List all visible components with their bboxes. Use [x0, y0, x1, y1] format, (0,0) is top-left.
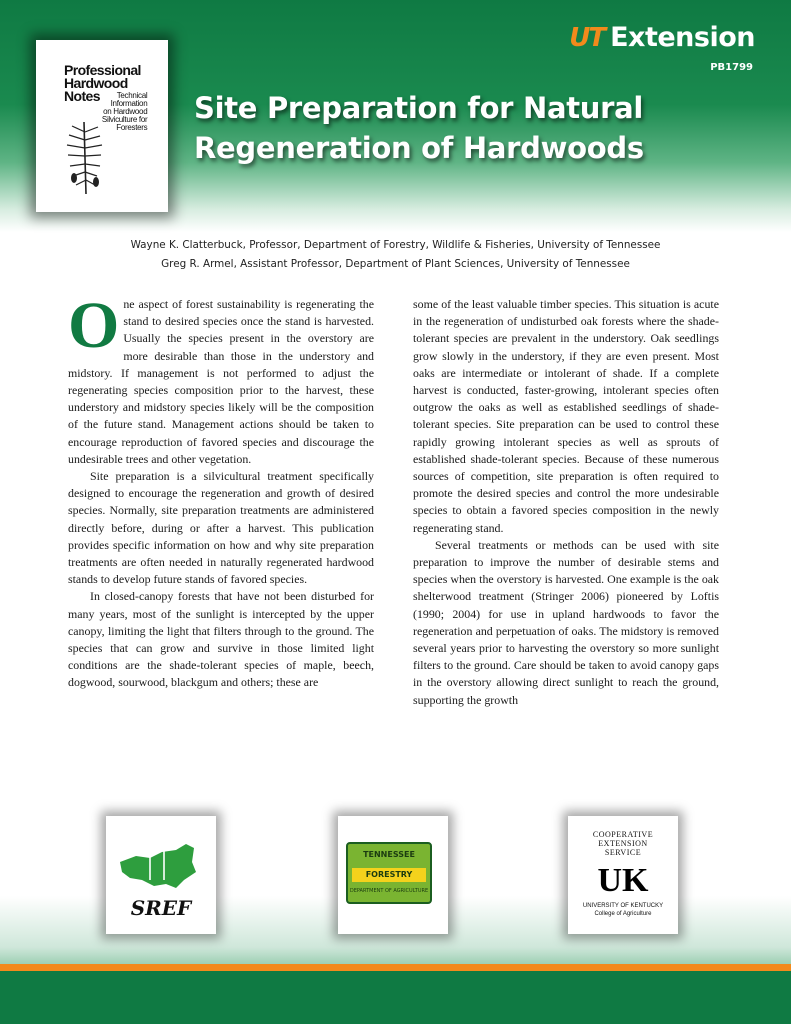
ut-logo-mark: UT	[569, 22, 605, 53]
footer-orange-stripe	[0, 964, 791, 971]
body-column-left	[68, 289, 374, 692]
uk-wordmark: UK	[597, 862, 649, 899]
series-title-line3: Notes	[64, 88, 100, 104]
author-line: Greg R. Armel, Assistant Professor, Department of Plant Sciences, University of Tennessee	[161, 258, 630, 270]
professional-hardwood-notes-logo	[36, 40, 168, 212]
body-column-right	[413, 296, 719, 709]
publication-code: PB1799	[710, 62, 753, 73]
page-title: Site Preparation for Natural Regeneration of Hardwoods	[194, 91, 644, 165]
series-title-line2: Hardwood	[64, 75, 128, 91]
body-paragraph: One aspect of forest sustainability is regenerating the stand to desired species once the stand is harvested. Usually the species present in the overstory are more desirable than those in the understory and midstory. If management is not performed to adjust the regenerating species composition prior to the harvest, these understory and midstory species likely will be the composition of the future stand. Management actions should be taken to encourage reproduction of favored species and discourage the undesirable trees and other vegetation.	[68, 289, 374, 466]
body-paragraph: Site preparation is a silvicultural treatment specifically designed to encourage the regeneration and growth of desired species. Normally, site preparation treatments are administered directly before, during or after a harvest. This publication provides specific information on how and why site preparation treatments are often needed in naturally regenerated hardwood stands to develop future stands of favored species.	[68, 469, 374, 587]
body-paragraph: In closed-canopy forests that have not been disturbed for many years, most of the sunlight is intercepted by the upper canopy, limiting the light that filters through to the ground. The species that can grow and survive in those limited light conditions are the shade-tolerant species of maple, beech, dogwood, sourwood, blackgum and others; these are	[68, 589, 374, 690]
sref-logo	[106, 816, 216, 934]
series-subtitle: Technical Information on Hardwood Silviculture for Foresters	[101, 91, 148, 132]
uk-service-label: COOPERATIVE EXTENSION SERVICE	[592, 830, 654, 857]
drop-cap: O	[68, 289, 120, 362]
tennessee-forestry-badge: TENNESSEE FORESTRY DEPARTMENT OF AGRICULTURE	[346, 842, 432, 904]
extension-wordmark: Extension	[610, 22, 755, 53]
author-line: Wayne K. Clatterbuck, Professor, Department of Forestry, Wildlife & Fisheries, University of Tennessee	[130, 239, 661, 251]
footer-green-strip	[0, 971, 791, 1024]
hemlock-branch-icon	[64, 118, 104, 198]
tennessee-forestry-logo	[338, 816, 448, 934]
southern-states-map-icon	[106, 822, 216, 902]
body-paragraph: some of the least valuable timber species. This situation is acute in the regeneration of undisturbed oak forests where the shade-tolerant species are prevalent in the understory. Oak seedlings grow slowly in the understory, if they are even present. Most oaks are intermediate or intolerant of shade. If a complete harvest is conducted, faster-growing, intolerant species often outgrow the oaks as well as established seedlings of shade-tolerant species. Site preparation can be used to control these rapidly growing intolerant species as well as sprouts of established shade-tolerant species. Because of these numerous sources of competition, site preparation is often required to promote the desired species and control the more undesirable species to obtain a favored species composition in the newly regenerating stand.	[413, 297, 719, 535]
uk-cooperative-extension-logo	[568, 816, 678, 934]
sref-wordmark: SREF	[130, 896, 192, 920]
ut-extension-logo	[569, 22, 755, 53]
series-title-line1: Professional	[64, 62, 141, 78]
body-paragraph: Several treatments or methods can be used with site preparation to improve the number of desirable stems and species when the overstory is harvested. One example is the oak shelterwood treatment (Stringer 2006) pioneered by Loftis (1990; 2004) for use in upland hardwoods to favor the regeneration and perpetuation of oaks. The midstory is removed several years prior to harvesting the overstory so more sunlight filters to the ground. Care should be taken to avoid canopy gaps in the overstory allowing direct sunlight to reach the ground, supporting the growth	[413, 537, 719, 707]
author-list	[0, 236, 791, 274]
uk-college-label: UNIVERSITY OF KENTUCKY College of Agriculture	[582, 903, 664, 917]
